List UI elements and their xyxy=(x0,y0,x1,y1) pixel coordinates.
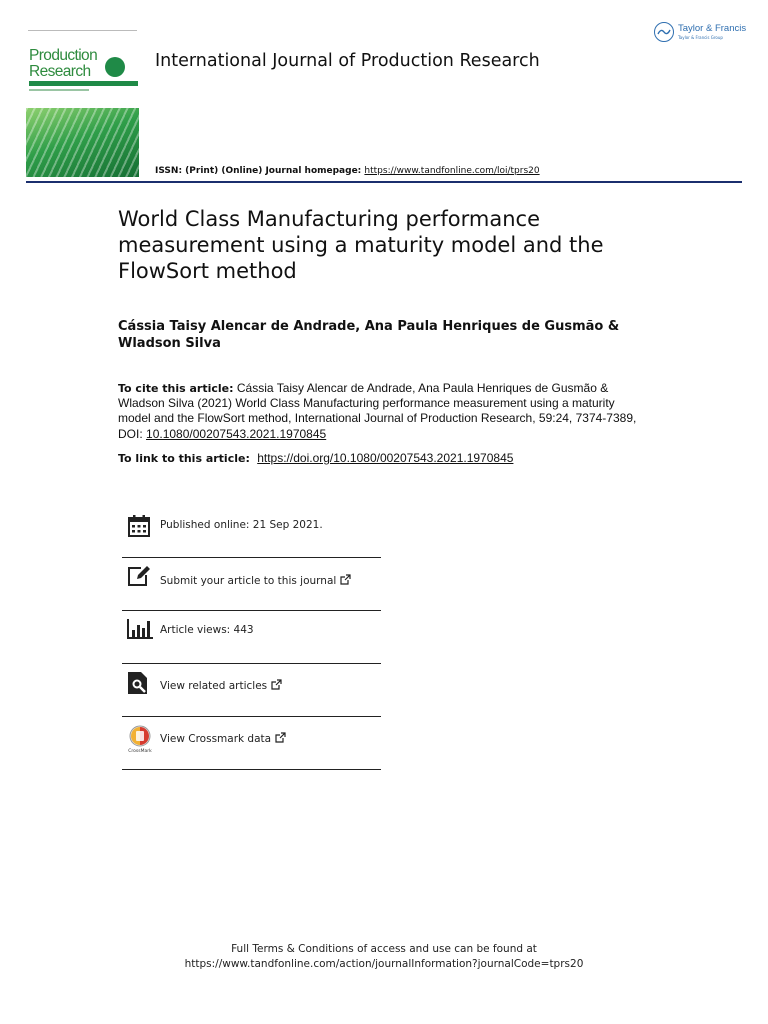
cover-green-bar xyxy=(29,81,138,86)
related-articles-row[interactable] xyxy=(122,669,381,717)
article-authors: Cássia Taisy Alencar de Andrade, Ana Paula Henriques de Gusmão & Wladson Silva xyxy=(118,319,620,351)
article-link-label: To link to this article: xyxy=(118,452,250,465)
related-articles-text: View related articles xyxy=(160,680,268,692)
publisher-name: Taylor & Francis xyxy=(678,23,747,34)
row-divider xyxy=(122,610,381,611)
published-online-row xyxy=(122,512,381,558)
calendar-icon xyxy=(127,514,151,542)
submit-article-row[interactable] xyxy=(122,563,381,611)
cover-title-line2: Research xyxy=(29,63,91,80)
crossmark-logo-text: CrossMark xyxy=(128,749,152,753)
cover-badge-icon xyxy=(105,57,125,77)
crossmark-icon xyxy=(127,725,153,757)
external-link-icon xyxy=(340,574,351,585)
journal-cover-image xyxy=(26,28,139,177)
row-divider xyxy=(122,769,381,770)
publisher-group: Taylor & Francis Group xyxy=(678,35,723,40)
article-views-row xyxy=(122,616,381,664)
published-online-text: Published online: 21 Sep 2021. xyxy=(160,519,323,531)
bar-chart-icon xyxy=(127,619,153,643)
article-views-text: Article views: 443 xyxy=(160,624,254,636)
external-link-icon xyxy=(275,732,286,743)
terms-footer xyxy=(0,942,768,972)
row-divider xyxy=(122,716,381,717)
citation-doi-link[interactable]: 10.1080/00207543.2021.1970845 xyxy=(146,426,327,441)
citation-block xyxy=(118,381,648,442)
crossmark-row[interactable] xyxy=(122,722,381,770)
journal-title: International Journal of Production Research xyxy=(155,51,540,71)
article-link-line xyxy=(118,451,513,465)
journal-homepage-link[interactable]: https://www.tandfonline.com/loi/tprs20 xyxy=(364,166,540,176)
cover-top-line xyxy=(28,30,137,34)
publisher-ring-icon xyxy=(654,22,674,42)
external-link-icon xyxy=(271,679,282,690)
cover-title-line1: Production xyxy=(29,47,98,64)
row-divider xyxy=(122,557,381,558)
terms-url[interactable]: https://www.tandfonline.com/action/journalInformation?journalCode=tprs20 xyxy=(184,958,584,970)
terms-line1: Full Terms & Conditions of access and use can be found at xyxy=(231,943,537,955)
crossmark-text: View Crossmark data xyxy=(160,733,272,745)
issn-prefix: ISSN: (Print) (Online) Journal homepage: xyxy=(155,166,365,176)
issn-line xyxy=(155,166,540,176)
related-articles-link[interactable] xyxy=(160,679,282,692)
edit-icon xyxy=(127,565,151,591)
citation-text: Cássia Taisy Alencar de Andrade, Ana Paula Henriques de Gusmão & Wladson Silva (2021) World Class Manufacturing performance measurement using a maturity model and the FlowSort method, International Journal of Production Research, 59:24, 7374-7389, DOI: xyxy=(118,381,637,441)
cover-artwork xyxy=(26,108,139,177)
header-divider xyxy=(26,181,742,183)
article-title: World Class Manufacturing performance measurement using a maturity model and the FlowSort method xyxy=(118,207,604,283)
row-divider xyxy=(122,663,381,664)
submit-article-text: Submit your article to this journal xyxy=(160,575,337,587)
citation-label: To cite this article: xyxy=(118,382,234,395)
search-document-icon xyxy=(127,671,149,699)
submit-article-link[interactable] xyxy=(160,574,351,587)
article-doi-link[interactable]: https://doi.org/10.1080/00207543.2021.1970845 xyxy=(257,451,514,465)
cover-subtitle-bar xyxy=(29,89,89,91)
crossmark-link[interactable] xyxy=(160,732,286,745)
